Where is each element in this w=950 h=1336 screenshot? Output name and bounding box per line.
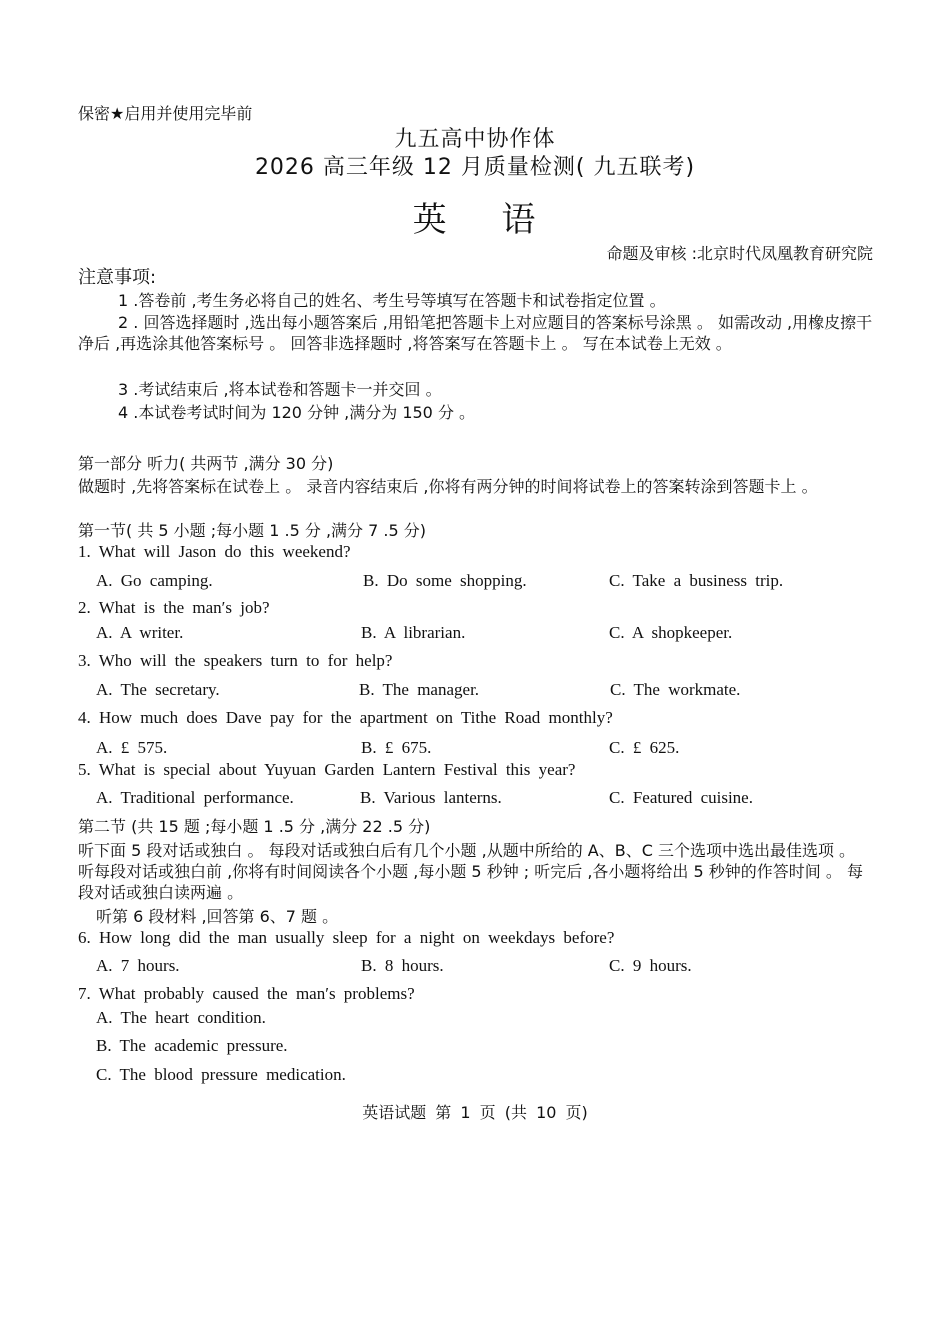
question-6-option-b: B. 8 hours. xyxy=(361,956,444,975)
question-7-option-c: C. The blood pressure medication. xyxy=(96,1065,346,1084)
question-1-option-a: A. Go camping. xyxy=(96,571,213,590)
part1-instruction: 做题时 ,先将答案标在试卷上 。 录音内容结束后 ,你将有两分钟的时间将试卷上的答案转涂到答题卡上 。 xyxy=(78,477,818,496)
notice-item-4: 4 .本试卷考试时间为 120 分钟 ,满分为 150 分 。 xyxy=(118,403,476,422)
section2-instruction: 听下面 5 段对话或独白 。 每段对话或独白后有几个小题 ,从题中所给的 A、B、C 三个选项中选出最佳选项 。 听每段对话或独白前 ,你将有时间阅读各个小题 ,每小题 5 秒钟 ; 听完后 ,各小题将给出 5 秒钟的作答时间 。 每段对话或独白读两遍 。 xyxy=(78,841,863,902)
notice-item-2: 2 . 回答选择题时 ,选出每小题答案后 ,用铅笔把答题卡上对应题目的答案标号涂黑 。 如需改动 ,用橡皮擦干净后 ,再选涂其他答案标号 。 回答非选择题时 ,将答案写在答题卡上 。 写在本试卷上无效 。 xyxy=(78,313,873,353)
question-5-option-a: A. Traditional performance. xyxy=(96,788,294,807)
exam-title: 2026 高三年级 12 月质量检测( 九五联考) xyxy=(254,155,696,180)
page-footer: 英语试题 第 1 页 (共 10 页) xyxy=(362,1103,588,1122)
author-line: 命题及审核 :北京时代凤凰教育研究院 xyxy=(606,244,873,263)
notice-item-3: 3 .考试结束后 ,将本试卷和答题卡一并交回 。 xyxy=(118,380,442,399)
question-2-option-a: A. A writer. xyxy=(96,623,184,642)
part1-heading: 第一部分 听力( 共两节 ,满分 30 分) xyxy=(78,454,334,473)
question-5-option-c: C. Featured cuisine. xyxy=(609,788,753,807)
question-3-stem: 3. Who will the speakers turn to for help? xyxy=(78,651,393,670)
question-3-option-b: B. The manager. xyxy=(359,680,480,699)
question-6-stem: 6. How long did the man usually sleep for a night on weekdays before? xyxy=(78,928,615,947)
material-note: 听第 6 段材料 ,回答第 6、7 题 。 xyxy=(96,907,339,926)
question-1-stem: 1. What will Jason do this weekend? xyxy=(78,542,351,561)
question-7-option-a: A. The heart condition. xyxy=(96,1008,266,1027)
question-4-option-b: B. £ 675. xyxy=(361,738,432,757)
question-2-option-b: B. A librarian. xyxy=(361,623,466,642)
question-3-option-a: A. The secretary. xyxy=(96,680,220,699)
section1-heading: 第一节( 共 5 小题 ;每小题 1 .5 分 ,满分 7 .5 分) xyxy=(78,521,426,540)
question-5-stem: 5. What is special about Yuyuan Garden Lantern Festival this year? xyxy=(78,760,576,779)
confidential-label: 保密★启用并使用完毕前 xyxy=(78,104,253,123)
section2-heading: 第二节 (共 15 题 ;每小题 1 .5 分 ,满分 22 .5 分) xyxy=(78,817,431,836)
question-6-option-c: C. 9 hours. xyxy=(609,956,692,975)
question-6-option-a: A. 7 hours. xyxy=(96,956,180,975)
subject-title: 英 语 xyxy=(412,200,538,240)
question-7-option-b: B. The academic pressure. xyxy=(96,1036,288,1055)
question-7-stem: 7. What probably caused the man′s problems? xyxy=(78,984,415,1003)
question-1-option-b: B. Do some shopping. xyxy=(363,571,527,590)
question-4-option-a: A. £ 575. xyxy=(96,738,168,757)
question-3-option-c: C. The workmate. xyxy=(610,680,741,699)
question-1-option-c: C. Take a business trip. xyxy=(609,571,784,590)
question-4-stem: 4. How much does Dave pay for the apartment on Tithe Road monthly? xyxy=(78,708,613,727)
notice-item-1: 1 .答卷前 ,考生务必将自己的姓名、考生号等填写在答题卡和试卷指定位置 。 xyxy=(118,291,666,310)
question-2-stem: 2. What is the man′s job? xyxy=(78,598,270,617)
notice-heading: 注意事项: xyxy=(78,267,157,288)
question-5-option-b: B. Various lanterns. xyxy=(360,788,502,807)
question-4-option-c: C. £ 625. xyxy=(609,738,680,757)
question-2-option-c: C. A shopkeeper. xyxy=(609,623,733,642)
organization-title: 九五高中协作体 xyxy=(394,127,556,152)
